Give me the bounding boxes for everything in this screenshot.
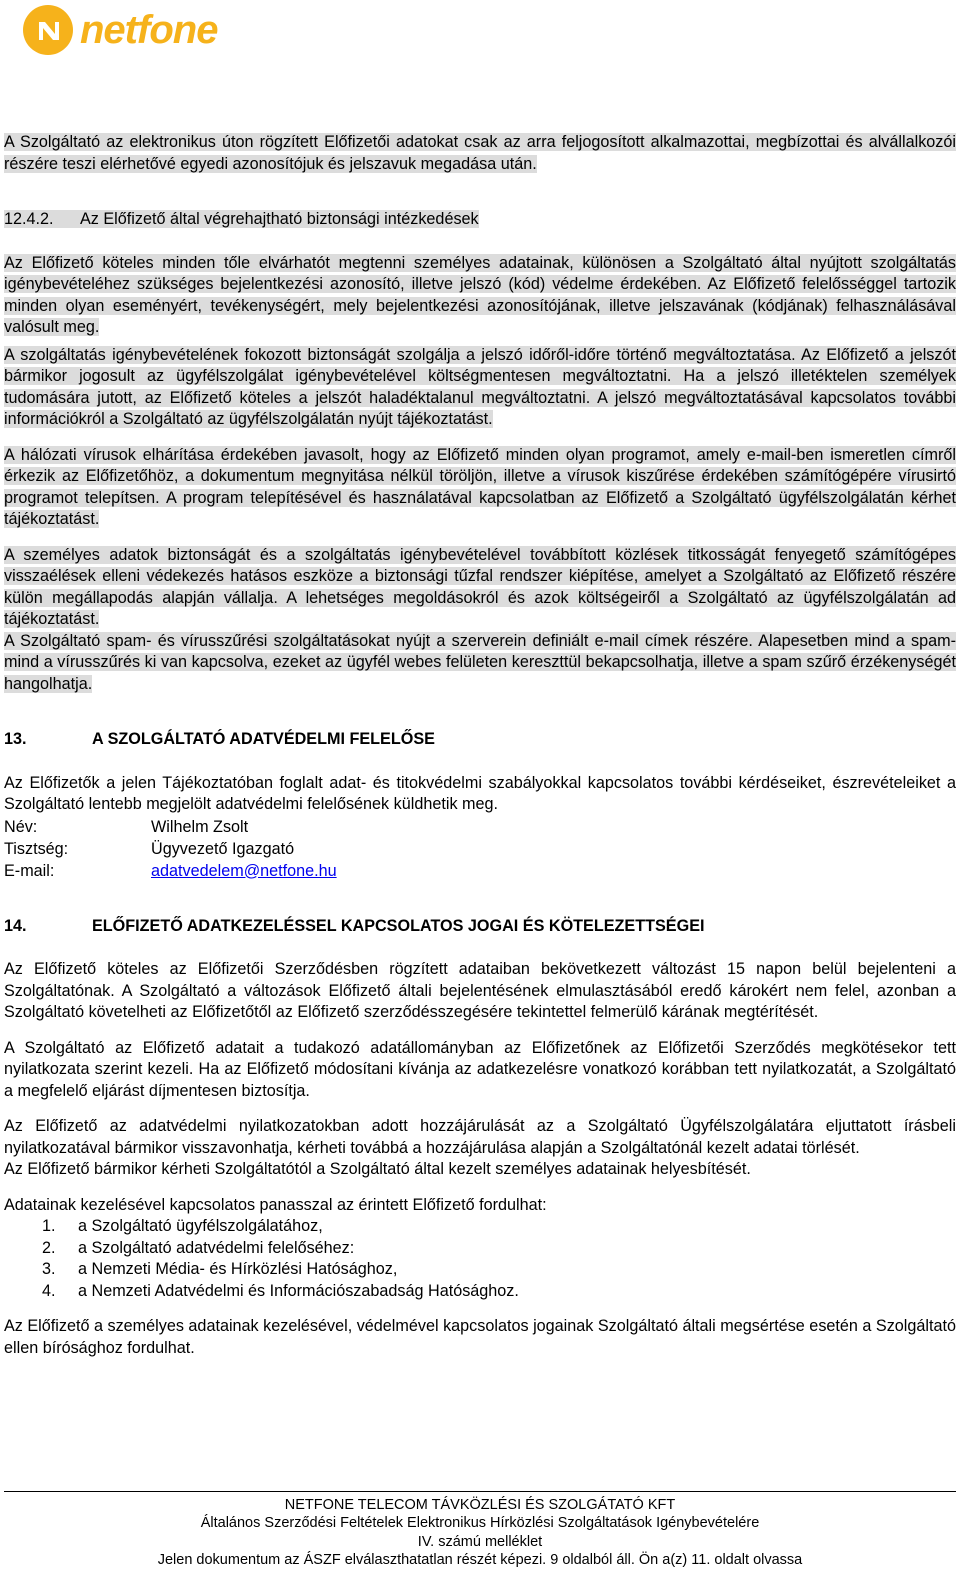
rights-paragraph-3: Az Előfizető az adatvédelmi nyilatkozatokban adott hozzájárulását az a Szolgáltató Ügyfélszolgálatára eljuttatott írásbeli nyilatkozatával bármikor visszavonhatja, kérheti továbbá a hozzájárulása alapján a Szolgáltatónál kezelt adatai törlését. xyxy=(4,1117,956,1157)
section-13-paragraph: Az Előfizetők a jelen Tájékoztatóban foglalt adat- és titokvédelmi szabályokkal kapcsolatos további kérdéseiket, észrevételeiket a Szolgáltató lentebb megjelölt adatvédelmi felelősének küldhetik meg. xyxy=(4,773,956,813)
section-13-heading xyxy=(4,729,956,751)
contact-row-title: Tisztség: Ügyvezető Igazgató xyxy=(4,839,295,858)
security-paragraph-1: Az Előfizető köteles minden tőle elvárhatót megtenni személyes adatainak, különösen a Szolgáltató által nyújtott szolgáltatás igénybevételéhez szükséges bejelentkezési azonosító, illetve jelszó (kód) védelme érdekében. Az Előfizető felelősséggel tartozik minden olyan eseményért, tevékenységért, mely bejelentkezési azonosítójának, illetve jelszavának (kódjának) felhasználásával valósult meg. xyxy=(4,253,956,336)
security-paragraph-4: A személyes adatok biztonságát és a szolgáltatás igénybevételével továbbított közlések titkosságát fenyegető számítógépes visszaélések elleni védekezés hatásos eszköze a biztonsági tűzfal rendszer kiépítése, amelyet a Szolgáltató az Előfizető részére külön megállapodás alapján vállalja. A lehetséges megoldásokról és azok költségeiről a Szolgáltató az ügyfélszolgálatán ad tájékoztatást. xyxy=(4,545,956,628)
list-item: 3. a Nemzeti Média- és Hírközlési Hatósághoz, xyxy=(42,1260,398,1278)
section-14-number: 14. xyxy=(4,916,27,935)
footer-annex: IV. számú melléklet xyxy=(417,1533,543,1550)
rights-paragraph-1: Az Előfizető köteles az Előfizetői Szerződésben rögzített adataiban bekövetkezett változást 15 napon belül bejelenteni a Szolgáltatónak. A Szolgáltató a változások Előfizető általi bejelentésének elmulasztásából eredő károkért nem felel, azonban a Szolgáltató követelheti az Előfizetőtől az Előfizető szerződésszegésére tekintettel felmerülő kárának megtérítését. xyxy=(4,960,956,1021)
footer-company: NETFONE TELECOM TÁVKÖZLÉSI ÉS SZOLGÁTATÓ KFT xyxy=(284,1497,676,1513)
intro-paragraph: A Szolgáltató az elektronikus úton rögzített Előfizetői adatokat csak az arra feljogosított alkalmazottai, megbízottai és alvállalkozói részére teszi elérhetővé egyedi azonosítójuk és jelszavuk megadása után. xyxy=(4,133,956,173)
list-item: 2. a Szolgáltató adatvédelmi felelőséhez: xyxy=(42,1238,355,1257)
subsection-heading xyxy=(4,209,956,231)
rights-paragraph-5: Adatainak kezelésével kapcsolatos panasszal az érintett Előfizető fordulhat: xyxy=(4,1195,547,1214)
section-13-title: A SZOLGÁLTATÓ ADATVÉDELMI FELELŐSE xyxy=(92,730,435,748)
document-body xyxy=(4,132,956,1359)
subsection-number: 12.4.2. xyxy=(4,210,54,228)
contact-table xyxy=(4,816,337,882)
list-item: 1. a Szolgáltató ügyfélszolgálatához, xyxy=(42,1217,323,1235)
footer-page-info: Jelen dokumentum az ÁSZF elválaszthatatlan részét képezi. 9 oldalból áll. Ön a(z) 11. oldalt olvassa xyxy=(157,1551,803,1568)
section-14-heading xyxy=(4,916,956,938)
subsection-title: Az Előfizető által végrehajtható biztonsági intézkedések xyxy=(80,210,479,228)
netfone-logo-icon xyxy=(22,4,74,56)
page-footer xyxy=(4,1491,956,1569)
email-link[interactable]: adatvedelem@netfone.hu xyxy=(151,861,337,880)
list-item: 4. a Nemzeti Adatvédelmi és Információszabadság Hatósághoz. xyxy=(42,1281,519,1300)
security-paragraph-5: A Szolgáltató spam- és vírusszűrési szolgáltatásokat nyújt a szerverein definiált e-mail címek részére. Alapesetben mind a spam- mind a vírusszűrés ki van kapcsolva, ezeket az ügyfél webes felületen kereszttül bekapcsolhatja, illetve a spam szűrő érzékenységét hangolhatja. xyxy=(4,631,956,693)
section-14-title: ELŐFIZETŐ ADATKEZELÉSSEL KAPCSOLATOS JOGAI ÉS KÖTELEZETTSÉGEI xyxy=(92,916,705,935)
netfone-logo xyxy=(22,2,217,58)
footer-document-title: Általános Szerződési Feltételek Elektronikus Hírközlési Szolgáltatások Igénybevételére xyxy=(200,1515,760,1532)
logo-wordmark: netfone xyxy=(80,8,218,52)
security-paragraph-2: A szolgáltatás igénybevételének fokozott biztonságát szolgálja a jelszó időről-időre történő megváltoztatása. Az Előfizető a jelszót bármikor jogosult az ügyfélszolgálat igénybevételével költségmentesen megváltoztatni. Ha a jelszó illetéktelen személyek tudomására jutott, az Előfizető köteles a jelszót haladéktalanul megváltoztatni. A jelszó megváltoztatásával kapcsolatos további információkról a Szolgáltató az ügyfélszolgálatán nyújt tájékoztatást. xyxy=(4,345,956,428)
rights-paragraph-2: A Szolgáltató az Előfizető adatait a tudakozó adatállományban az Előfizetőnek az Előfizetői Szerződés megkötésekor tett nyilatkozata szerint kezeli. Ha az Előfizető módosítani kívánja az adatkezelésre vonatkozó korábban tett nyilatkozatát, a Szolgáltató a megfelelő eljárást díjmentesen biztosítja. xyxy=(4,1038,956,1100)
section-13-number: 13. xyxy=(4,730,27,748)
security-paragraph-3: A hálózati vírusok elhárítása érdekében javasolt, hogy az Előfizető minden olyan programot, amely e-mail-ben ismeretlen címről érkezik az Előfizetőhöz, a dokumentum megnyitása nélkül töröljön, illetve a vírusok kiszűrése érdekében számítógépére vírusirtó programot telepítsen. A program telepítésével és használatával kapcsolatban az Előfizető a Szolgáltató ügyfélszolgálatán kérhet tájékoztatást. xyxy=(4,445,956,528)
closing-paragraph: Az Előfizető a személyes adatainak kezelésével, védelmével kapcsolatos jogainak Szolgáltató általi megsértése esetén a Szolgáltató ellen bírósághoz fordulhat. xyxy=(4,1317,957,1357)
contact-row-name: Név: Wilhelm Zsolt xyxy=(4,817,249,836)
contact-row-email: E-mail: adatvedelem@netfone.hu xyxy=(4,861,337,880)
rights-paragraph-4: Az Előfizető bármikor kérheti Szolgáltatótól a Szolgáltató által kezelt személyes adatainak helyesbítését. xyxy=(4,1160,751,1178)
complaint-list xyxy=(4,1216,956,1302)
